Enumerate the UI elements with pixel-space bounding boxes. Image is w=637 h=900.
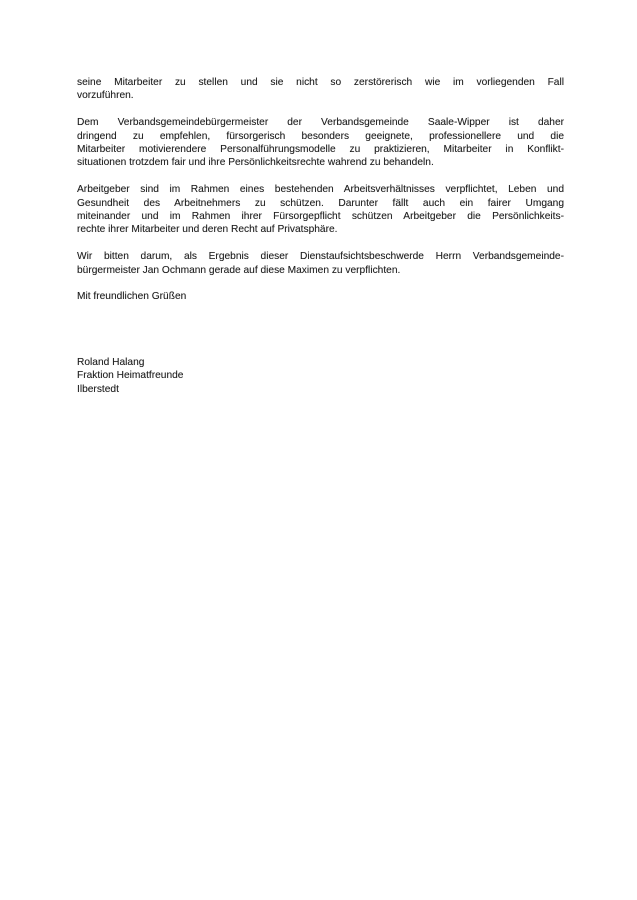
signature-place: Ilberstedt [77,383,119,395]
text-line: situationen trotzdem fair und ihre Persönlichkeitsrechte wahrend zu behandeln. [77,157,434,169]
signature-name: Roland Halang [77,356,145,368]
text-line: miteinander und im Rahmen ihrer Fürsorgepflicht schützen Arbeitgeber die Persönlichkeits- [77,211,564,223]
signature-block [77,356,564,396]
text-line: seine Mitarbeiter zu stellen und sie nicht so zerstörerisch wie im vorliegenden Fall [77,77,564,88]
paragraph-3 [77,183,564,237]
text-line: Wir bitten darum, als Ergebnis dieser Dienstaufsichtsbeschwerde Herrn Verbandsgemeinde- [77,251,564,263]
signature-faction: Fraktion Heimatfreunde [77,370,184,382]
text-line: vorzuführen. [77,90,134,102]
text-line: Gesundheit des Arbeitnehmers zu schützen. Darunter fällt auch ein fairer Umgang [77,197,564,209]
paragraph-4 [77,250,564,277]
text-line: bürgermeister Jan Ochmann gerade auf diese Maximen zu verpflichten. [77,264,401,276]
text-line: Dem Verbandsgemeindebürgermeister der Verbandsgemeinde Saale-Wipper ist daher [77,117,564,129]
paragraph-1 [77,76,564,103]
text-line: dringend zu empfehlen, fürsorgerisch besonders geeignete, professionellere und die [77,130,564,142]
text-line: rechte ihrer Mitarbeiter und deren Recht auf Privatsphäre. [77,224,338,236]
letter-body [77,76,564,396]
paragraph-2 [77,116,564,170]
text-line: Arbeitgeber sind im Rahmen eines bestehenden Arbeitsverhältnisses verpflichtet, Leben und [77,184,564,196]
text-line: Mitarbeiter motivierendere Personalführungsmodelle zu praktizieren, Mitarbeiter in Konflikt- [77,144,564,156]
closing-salutation: Mit freundlichen Grüßen [77,291,187,303]
